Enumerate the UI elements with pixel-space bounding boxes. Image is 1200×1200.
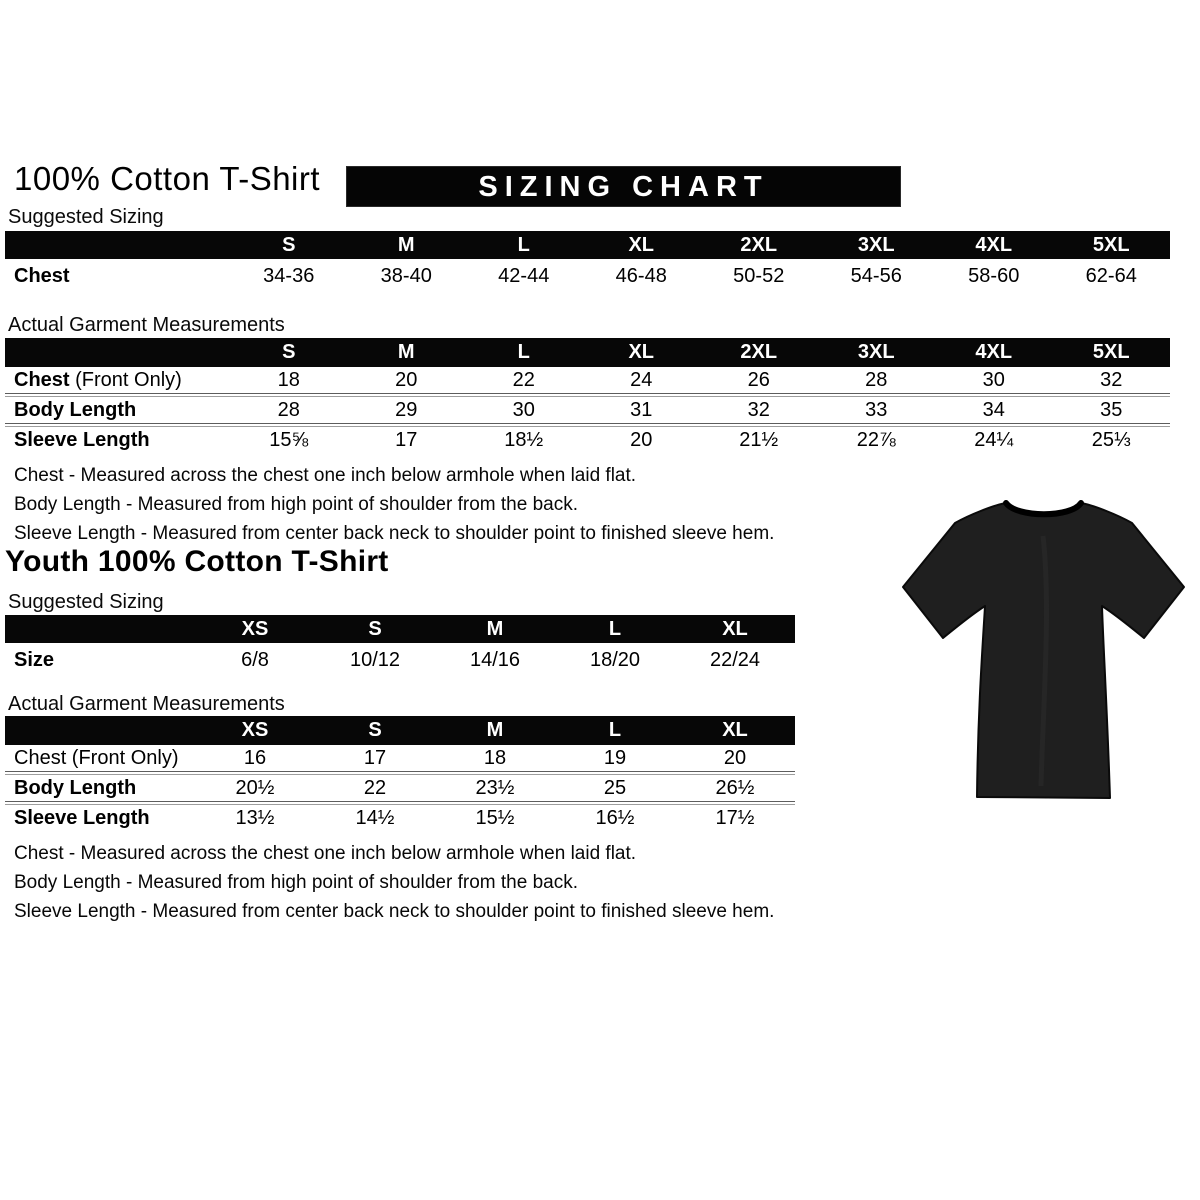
youth-garment-measurements-table: [5, 716, 795, 831]
col-header: M: [397, 341, 415, 363]
cell: 18: [483, 746, 507, 769]
col-header: S: [368, 617, 382, 640]
cell: 17: [395, 428, 418, 451]
cell: 32: [747, 398, 770, 421]
cell: 20: [723, 746, 747, 769]
cell: 24: [630, 368, 653, 391]
cell: 22⅞: [856, 428, 896, 451]
sizing-chart-banner: SIZING CHART: [347, 167, 900, 206]
col-header: S: [282, 341, 296, 363]
table-row: [5, 367, 1170, 393]
black-tshirt-image: [893, 466, 1195, 816]
note-sleeve-length: Sleeve Length - Measured from center back neck to shoulder point to finished sleeve hem.: [14, 523, 775, 544]
row-label: Chest: [14, 264, 70, 287]
cell: 33: [865, 398, 888, 421]
cell: 35: [1100, 398, 1123, 421]
youth-section-title: Youth 100% Cotton T-Shirt: [5, 545, 389, 578]
cell: 22/24: [709, 648, 761, 671]
cell: 22: [512, 368, 535, 391]
cell: 50-52: [733, 264, 785, 287]
table-row: [5, 775, 795, 801]
col-header: L: [608, 617, 622, 640]
col-header: S: [282, 233, 296, 256]
cell: 15½: [475, 806, 515, 829]
col-header: 2XL: [740, 341, 778, 363]
cell: 34-36: [263, 264, 315, 287]
cell: 10/12: [349, 648, 401, 671]
youth-suggested-sizing-table: [5, 615, 795, 677]
table-header-row: [5, 615, 795, 643]
cell: 32: [1100, 368, 1123, 391]
col-header: 5XL: [1092, 233, 1130, 256]
col-header: XS: [241, 719, 269, 741]
table-header-row: [5, 231, 1170, 259]
table-row: [5, 397, 1170, 423]
cell: 16: [243, 746, 267, 769]
cell: 31: [630, 398, 653, 421]
cell: 24¼: [974, 428, 1014, 451]
note-sleeve-length: Sleeve Length - Measured from center back neck to shoulder point to finished sleeve hem.: [14, 901, 775, 922]
tshirt-collar: [1006, 503, 1081, 514]
col-header: L: [608, 719, 622, 741]
note-chest: Chest - Measured across the chest one inch below armhole when laid flat.: [14, 843, 637, 864]
page-title: 100% Cotton T-Shirt: [14, 160, 321, 197]
cell: 6/8: [241, 648, 269, 671]
cell: 21½: [739, 428, 779, 451]
tshirt-illustration: [893, 466, 1195, 816]
cell: 17: [363, 746, 387, 769]
cell: 25⅓: [1091, 428, 1131, 451]
note-body-length: Body Length - Measured from high point of shoulder from the back.: [14, 494, 578, 515]
col-header: 4XL: [975, 341, 1013, 363]
cell: 28: [865, 368, 888, 391]
col-header: 5XL: [1092, 341, 1130, 363]
table-row: [5, 745, 795, 771]
cell: 18½: [504, 428, 544, 451]
note-chest: Chest - Measured across the chest one inch below armhole when laid flat.: [14, 465, 637, 486]
row-label-suffix: (Front Only): [69, 368, 182, 391]
row-label-main: Chest: [14, 368, 70, 391]
cell: 26: [747, 368, 770, 391]
cell: 13½: [235, 806, 275, 829]
col-header: XS: [241, 617, 269, 640]
note-body-length: Body Length - Measured from high point of shoulder from the back.: [14, 872, 578, 893]
row-label: [5, 369, 230, 392]
col-header: M: [486, 719, 504, 741]
cell: 42-44: [498, 264, 550, 287]
table-header-row: [5, 338, 1170, 367]
col-header: 3XL: [857, 341, 895, 363]
cell: 16½: [595, 806, 635, 829]
adult-suggested-sizing-table: [5, 231, 1170, 293]
cell: 15⅝: [269, 428, 309, 451]
adult-suggested-sizing-label: Suggested Sizing: [8, 206, 164, 228]
youth-garment-measurements-label: Actual Garment Measurements: [8, 693, 285, 715]
cell: 62-64: [1085, 264, 1137, 287]
cell: 14/16: [469, 648, 521, 671]
youth-suggested-sizing-label: Suggested Sizing: [8, 591, 164, 613]
row-label: Chest (Front Only): [14, 746, 179, 769]
table-row: [5, 259, 1170, 293]
col-header: S: [368, 719, 382, 741]
cell: 25: [603, 776, 627, 799]
col-header: L: [517, 341, 530, 363]
adult-measurement-notes: [14, 461, 774, 548]
cell: 58-60: [968, 264, 1020, 287]
col-header: XL: [722, 719, 748, 741]
cell: 34: [982, 398, 1005, 421]
cell: 20½: [235, 776, 275, 799]
col-header: M: [397, 233, 415, 256]
cell: 22: [363, 776, 387, 799]
row-label: Sleeve Length: [14, 428, 150, 451]
col-header: 2XL: [740, 233, 778, 256]
cell: 20: [395, 368, 418, 391]
youth-measurement-notes: [14, 839, 774, 926]
cell: 26½: [715, 776, 755, 799]
cell: 18: [277, 368, 300, 391]
cell: 30: [512, 398, 535, 421]
adult-garment-measurements-table: [5, 338, 1170, 453]
table-header-row: [5, 716, 795, 745]
cell: 18/20: [589, 648, 641, 671]
cell: 46-48: [615, 264, 667, 287]
cell: 19: [603, 746, 627, 769]
cell: 29: [395, 398, 418, 421]
col-header: XL: [722, 617, 748, 640]
cell: 54-56: [850, 264, 902, 287]
cell: 20: [630, 428, 653, 451]
row-label: Body Length: [14, 398, 137, 421]
col-header: 3XL: [857, 233, 895, 256]
cell: 38-40: [380, 264, 432, 287]
cell: 30: [982, 368, 1005, 391]
cell: 17½: [715, 806, 755, 829]
col-header: L: [517, 233, 530, 256]
col-header: 4XL: [975, 233, 1013, 256]
col-header: XL: [628, 233, 655, 256]
cell: 23½: [475, 776, 515, 799]
row-label: Size: [14, 648, 55, 671]
col-header: M: [486, 617, 504, 640]
table-row: [5, 643, 795, 677]
table-row: [5, 805, 795, 831]
adult-garment-measurements-label: Actual Garment Measurements: [8, 314, 285, 336]
cell: 28: [277, 398, 300, 421]
cell: 14½: [355, 806, 395, 829]
row-label: Sleeve Length: [14, 806, 150, 829]
table-row: [5, 427, 1170, 453]
col-header: XL: [628, 341, 655, 363]
row-label: Body Length: [14, 776, 137, 799]
